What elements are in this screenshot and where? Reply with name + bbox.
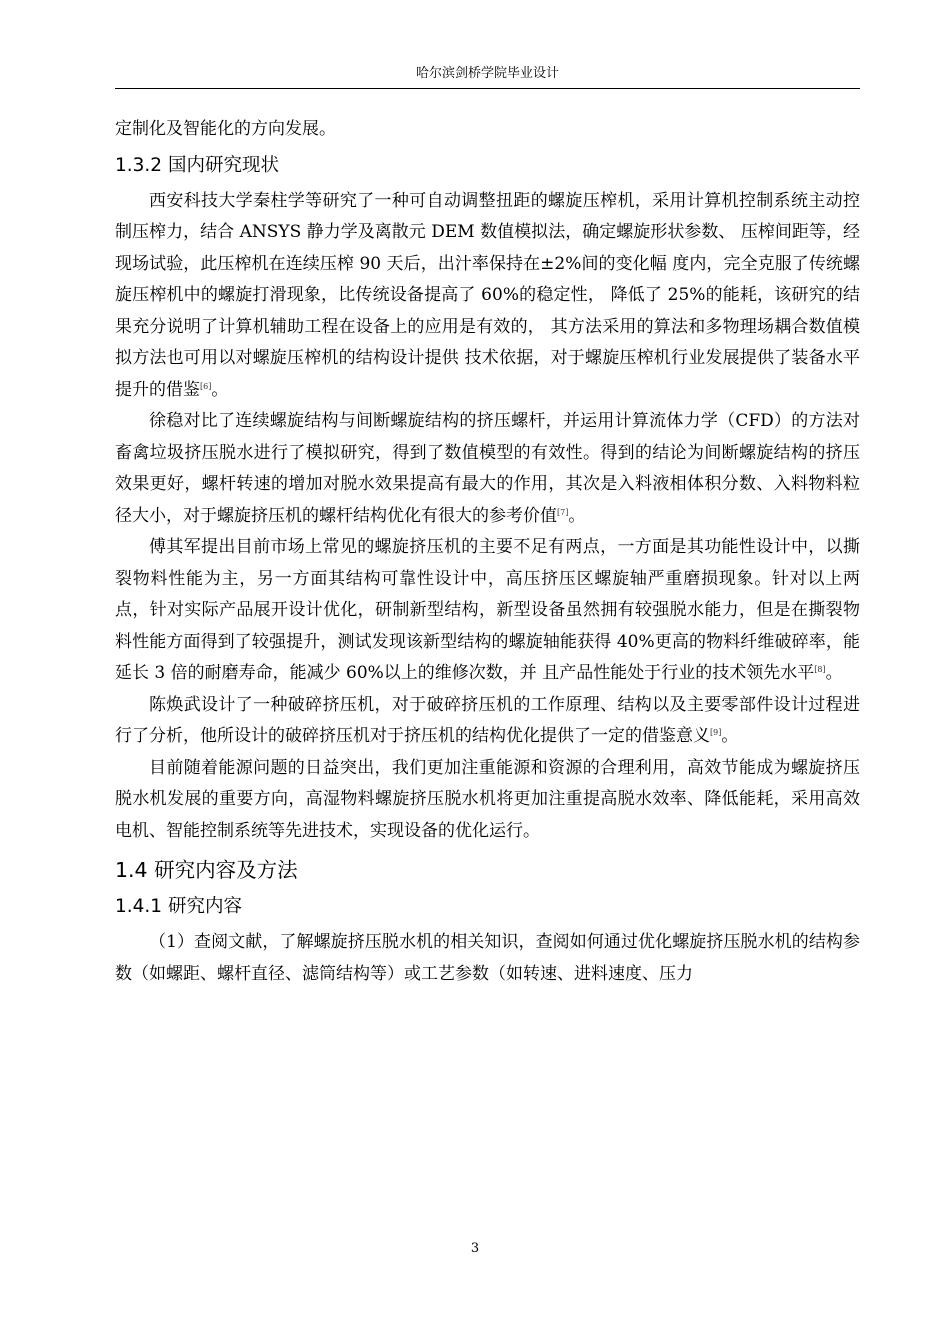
page-body bbox=[115, 114, 860, 990]
section-heading-1-3-2: 1.3.2 国内研究现状 bbox=[115, 154, 279, 176]
paragraph-xu-wen bbox=[115, 406, 860, 532]
paragraph-end-punct: 。 bbox=[568, 505, 586, 526]
paragraph-fu-qijun bbox=[115, 532, 860, 690]
paragraph-end-punct: 。 bbox=[825, 663, 843, 683]
section-heading-1-4-1: 1.4.1 研究内容 bbox=[115, 896, 242, 917]
citation-ref: [7] bbox=[557, 507, 569, 517]
citation-ref: [6] bbox=[200, 381, 212, 391]
paragraph-text: 傅其军提出目前市场上常见的螺旋挤压机的主要不足有两点，一方面是其功能性设计中，以撕裂物料性能为主，另一方面其结构可靠性设计中，高压挤压区螺旋轴严重磨损现象。针对以上两点，针对实际产品展开设计优化，研制新型结构，新型设备虽然拥有较强脱水能力，但是在撕裂物料性能方面得到了较强提升，测试发现该新型结构的螺旋轴能获得 40%更高的物料纤维破碎率，能延长 3 倍的耐磨寿命，能减少 60%以上的维修次数，并 且产品性能处于行业的技术领先水平 bbox=[115, 537, 860, 683]
section-heading-1-4: 1.4 研究内容及方法 bbox=[115, 858, 298, 882]
paragraph-end-punct: 。 bbox=[211, 379, 229, 400]
paragraph-end-punct: 。 bbox=[721, 726, 739, 746]
page-header: 哈尔滨剑桥学院毕业设计 bbox=[415, 66, 559, 81]
citation-ref: [8] bbox=[814, 665, 826, 674]
paragraph-energy: 目前随着能源问题的日益突出，我们更加注重能源和资源的合理利用，高效节能成为螺旋挤压脱水机发展的重要方向，高湿物料螺旋挤压脱水机将更加注重提高脱水效率、降低能耗，采用高效电机、智能控制系统等先进技术，实现设备的优化运行。 bbox=[115, 757, 860, 841]
paragraph-chen-huanwu bbox=[115, 690, 860, 753]
paragraph-text: 陈焕武设计了一种破碎挤压机，对于破碎挤压机的工作原理、结构以及主要零部件设计过程进行了分析，他所设计的破碎挤压机对于挤压机的结构优化提供了一定的借鉴意义 bbox=[115, 694, 860, 746]
page-number: 3 bbox=[470, 1241, 480, 1256]
paragraph-continuation: 定制化及智能化的方向发展。 bbox=[115, 119, 336, 139]
paragraph-text: 西安科技大学秦柱学等研究了一种可自动调整扭距的螺旋压榨机，采用计算机控制系统主动控制压榨力，结合 ANSYS 静力学及离散元 DEM 数值模拟法，确定螺旋形状参数、 压榨间距等，经现场试验，此压榨机在连续压榨 90 天后，出汁率保持在±2%间的变化幅 度内，完全克服了传统螺旋压榨机中的螺旋打滑现象，比传统设备提高了 60%的稳定性， 降低了 25%的能耗，该研究的结果充分说明了计算机辅助工程在设备上的应用是有效的， 其方法采用的算法和多物理场耦合数值模拟方法也可用以对螺旋压榨机的结构设计提供 技术依据，对于螺旋压榨机行业发展提供了装备水平提升的借鉴 bbox=[115, 190, 860, 400]
citation-ref: [9] bbox=[710, 728, 722, 737]
header-divider bbox=[115, 88, 860, 89]
paragraph-research-item-1: （1）查阅文献，了解螺旋挤压脱水机的相关知识，查阅如何通过优化螺旋挤压脱水机的结构参数（如螺距、螺杆直径、滤筒结构等）或工艺参数（如转速、进料速度、压力 bbox=[115, 932, 860, 984]
paragraph-qin-zhuxue bbox=[115, 186, 860, 407]
paragraph-text: 徐稳对比了连续螺旋结构与间断螺旋结构的挤压螺杆，并运用计算流体力学（CFD）的方法对畜禽垃圾挤压脱水进行了模拟研究，得到了数值模型的有效性。得到的结论为间断螺旋结构的挤压效果更好，螺杆转速的增加对脱水效果提高有最大的作用，其次是入料液相体积分数、入料物料粒径大小，对于螺旋挤压机的螺杆结构优化有很大的参考价值 bbox=[115, 411, 860, 526]
